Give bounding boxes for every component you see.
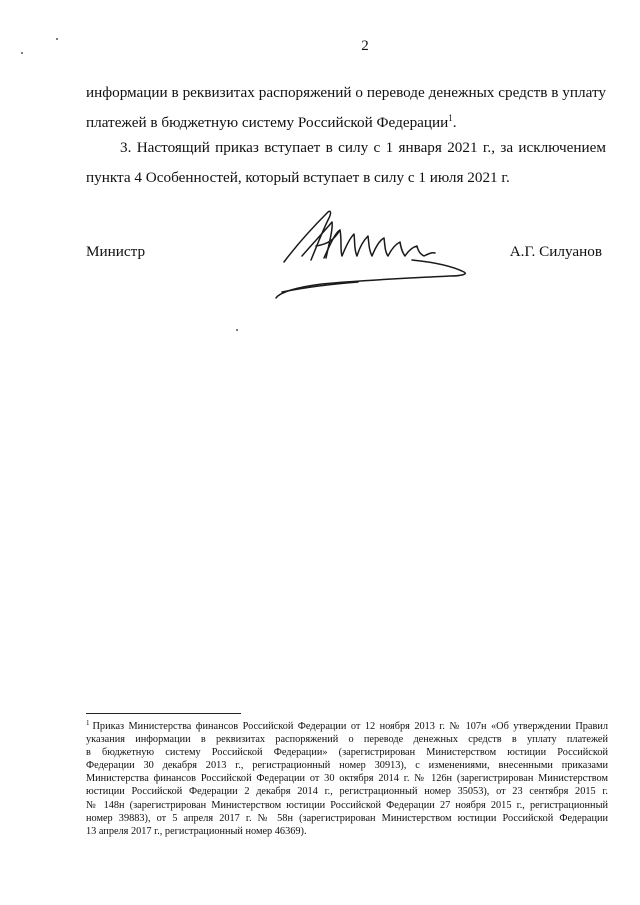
- footnote-line: № 148н (зарегистрирован Министерством юстиции Российской Федерации 27 ноября 2015 г., регистрационный: [86, 799, 608, 811]
- paragraph-line-last: пункта 4 Особенностей, который вступает в силу с 1 июля 2021 г.: [86, 169, 510, 186]
- signatory-title: Министр: [86, 243, 146, 260]
- footnote-line: юстиции Российской Федерации 2 декабря 2014 г., регистрационный номер 35053), от 23 сентября 2015 г.: [86, 786, 608, 798]
- footnote-line: указания информации в реквизитах распоряжений о переводе денежных средств в уплату платежей: [86, 734, 608, 746]
- footnote-line-last: 13 апреля 2017 г., регистрационный номер 46369).: [86, 825, 307, 837]
- page-number: 2: [361, 38, 369, 54]
- paragraph-line-text: платежей в бюджетную систему Российской Федерации: [86, 114, 449, 131]
- footnote-line: номер 39883), от 5 апреля 2017 г. № 58н (зарегистрирован Министерством юстиции Российской Федерации: [86, 812, 608, 824]
- footnote-reference: 1: [448, 112, 453, 123]
- footnote-line: Министерства финансов Российской Федерации от 30 октября 2014 г. № 126н (зарегистрирован Министерством: [86, 773, 608, 785]
- footnote-line: [86, 720, 608, 733]
- footnote-line: Федерации 30 декабря 2013 г., регистрационный номер 30913), с изменениями, внесенными приказами: [86, 760, 608, 772]
- footnote-mark: 1: [86, 718, 90, 727]
- handwritten-signature-icon: [262, 200, 477, 310]
- footnote: [86, 720, 608, 838]
- signatory-name: А.Г. Силуанов: [509, 243, 602, 260]
- footnote-separator: [86, 713, 241, 714]
- scan-speck: [236, 329, 238, 331]
- paragraph-line: 3. Настоящий приказ вступает в силу с 1 января 2021 г., за исключением: [120, 139, 606, 156]
- footnote-line: в бюджетную систему Российской Федерации» (зарегистрирован Министерством юстиции Российской: [86, 747, 608, 759]
- footnote-line-text: Приказ Министерства финансов Российской Федерации от 12 ноября 2013 г. № 107н «Об утверждении Правил: [92, 721, 608, 732]
- scan-speck: [56, 38, 58, 40]
- paragraph-end-punct: .: [452, 114, 457, 131]
- paragraph-line: информации в реквизитах распоряжений о переводе денежных средств в уплату: [86, 84, 606, 101]
- paragraph-item-3: [86, 133, 606, 193]
- paragraph-continuation: [86, 78, 606, 138]
- scan-speck: [21, 52, 23, 54]
